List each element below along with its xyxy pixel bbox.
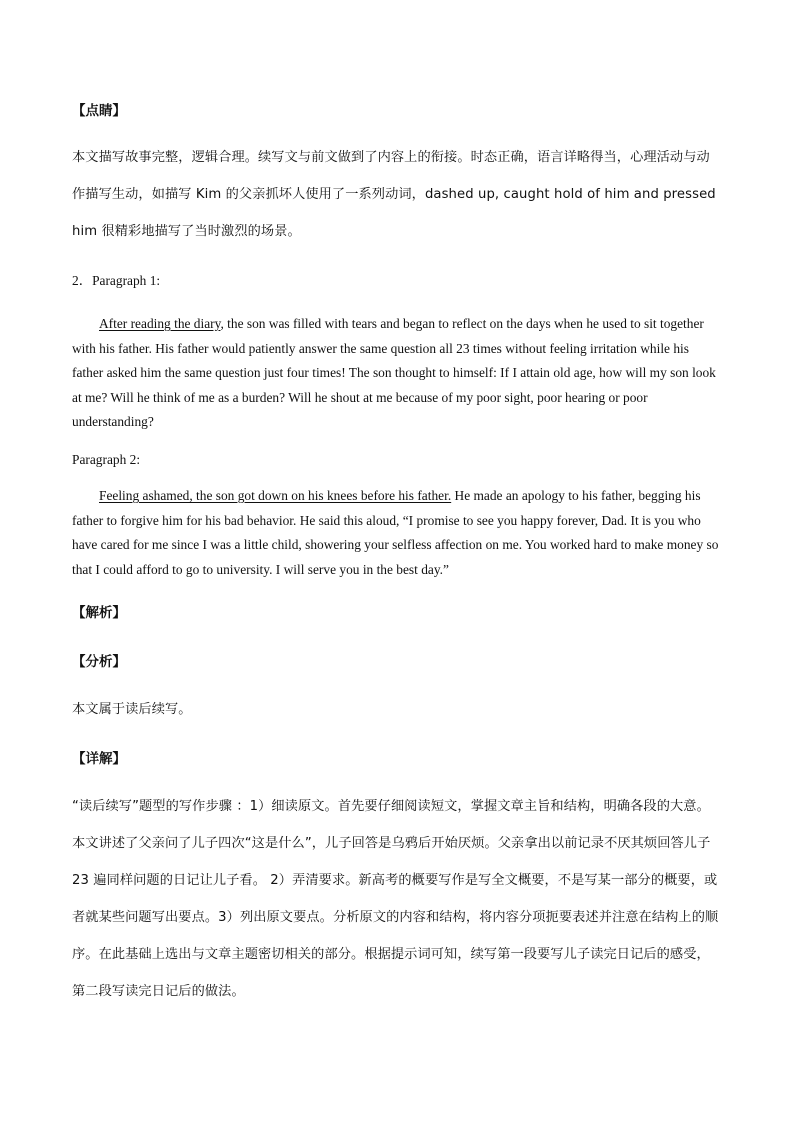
paragraph-2-underlined: Feeling ashamed, the son got down on his knees before his father. — [99, 488, 452, 503]
paragraph-1-text: , the son was filled with tears and began to reflect on the days when he used to sit together with his father. His father would patiently answer the same question all 23 times without feeling irritation while his father asked him the same question just four times! The son thought to himself: If I attain old age, how will my son look at me? Will he think of me as a burden? Will he shout at me because of my poor sight, poor hearing or poor understanding? — [72, 316, 716, 429]
paragraph-2-text: He made an apology to his father, begging his father to forgive him for his bad behavior. He said this aloud, “I promise to see you happy forever, Dad. It is you who have cared for me since I was a little child, showering your selfless affection on me. You worked hard to make money so that I could afford to go to university. I will serve you in the best day.” — [72, 488, 719, 577]
fenxi-paragraph: 本文属于读后续写。 — [72, 702, 192, 717]
xiangjie-paragraph: “读后续写”题型的写作步骤 ：1）细读原文。首先要仔细阅读短文，掌握文章主旨和结构，明确各段的大意。本文讲述了父亲问了儿子四次“这是什么”，儿子回答是乌鸦后开始厌烦。父亲拿出以前记录不厌其烦回答儿子 23 遍同样问题的日记让儿子看。 2）弄清要求。新高考的概要写作是写全文概要，不是写某一部分的概要，或者就某些问题写出要点。3）列出原文要点。分析原文的内容和结构，将内容分项扼要表述并注意在结构上的顺序。在此基础上选出与文章主题密切相关的部分。根据提示词可知，续写第一段要写儿子读完日记后的感受，第二段写读完日记后的做法。 — [72, 799, 719, 999]
jiexi-heading: 【解析】 — [72, 605, 126, 621]
xiangjie-heading: 【详解】 — [72, 751, 126, 767]
dianjing-paragraph: 本文描写故事完整，逻辑合理。续写文与前文做到了内容上的衔接。时态正确，语言详略得当，心理活动与动作描写生动，如描写 Kim 的父亲抓坏人使用了一系列动词，dashed up, caught hold of him and pressed him 很精彩地描写了当时激烈的场景。 — [72, 150, 716, 239]
paragraph-1 — [72, 312, 722, 435]
fenxi-heading: 【分析】 — [72, 654, 126, 670]
paragraph-2-label: Paragraph 2: — [72, 452, 141, 467]
item-number-label: 2．Paragraph 1: — [72, 273, 161, 288]
dianjing-heading: 【点睛】 — [72, 103, 126, 119]
paragraph-1-underlined: After reading the diary — [99, 316, 221, 331]
paragraph-2 — [72, 484, 722, 582]
